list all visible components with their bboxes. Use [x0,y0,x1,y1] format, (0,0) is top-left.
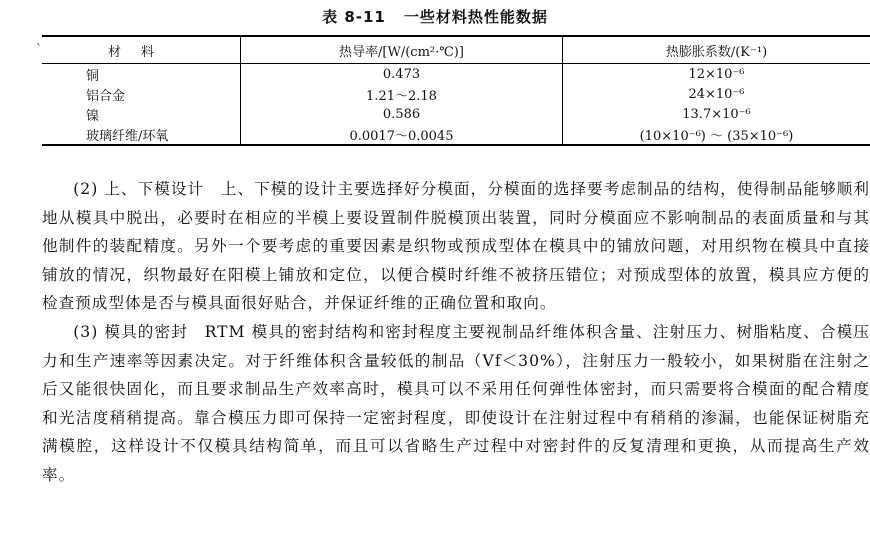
conductivity-cell: 1.21～2.18 [241,84,563,104]
expansion-cell: 12×10⁻⁶ [563,64,870,85]
table-row [42,104,870,124]
material-cell: 铜 [86,68,100,84]
table-number: 表 8-11 [322,8,386,26]
table-row [42,84,870,104]
expansion-cell: 13.7×10⁻⁶ [563,104,870,124]
table-row [42,124,870,145]
column-header-conductivity: 热导率/[W/(cm²·℃)] [241,36,563,64]
conductivity-cell: 0.473 [241,64,563,85]
column-header-expansion: 热膨胀系数/(K⁻¹) [563,36,870,64]
table-caption [0,6,870,27]
material-cell: 镍 [86,108,100,124]
conductivity-cell: 0.0017～0.0045 [241,124,563,145]
table-header-row [42,36,870,64]
material-cell: 玻璃纤维/环氧 [42,124,241,145]
margin-mark: ` [36,42,42,56]
table-row [42,64,870,85]
thermal-properties-table [42,35,870,146]
conductivity-cell: 0.586 [241,104,563,124]
column-header-material: 材料 [42,36,241,64]
paragraph-mold-sealing: (3) 模具的密封 RTM 模具的密封结构和密封程度主要视制品纤维体积含量、注射压力、树脂粘度、合模压力和生产速率等因素决定。对于纤维体积含量较低的制品（Vf＜30%），注射压力一般较小，如果树脂在注射之后又能很快固化，而且要求制品生产效率高时，模具可以不采用任何弹性体密封，而只需要将合模面的配合精度和光洁度稍稍提高。靠合模压力即可保持一定密封程度，即使设计在注射过程中有稍稍的渗漏，也能保证树脂充满模腔，这样设计不仅模具结构简单，而且可以省略生产过程中对密封件的反复清理和更换，从而提高生产效率。 [42,322,870,484]
material-cell: 铝合金 [86,88,126,104]
expansion-cell: (10×10⁻⁶) ～ (35×10⁻⁶) [563,124,870,145]
expansion-cell: 24×10⁻⁶ [563,84,870,104]
body-text [42,175,870,490]
paragraph-mold-design: (2) 上、下模设计 上、下模的设计主要选择好分模面，分模面的选择要考虑制品的结构，使得制品能够顺利地从模具中脱出，必要时在相应的半模上要设置制件脱模顶出装置，同时分模面应不影响制品的表面质量和与其他制件的装配精度。另外一个要考虑的重要因素是织物或预成型体在模具中的铺放问题，对用织物在模具中直接铺放的情况，织物最好在阳模上铺放和定位，以便合模时纤维不被挤压错位；对预成型体的放置，模具应方便的检查预成型体是否与模具面很好贴合，并保证纤维的正确位置和取向。 [42,180,870,313]
table-title: 一些材料热性能数据 [403,8,548,26]
